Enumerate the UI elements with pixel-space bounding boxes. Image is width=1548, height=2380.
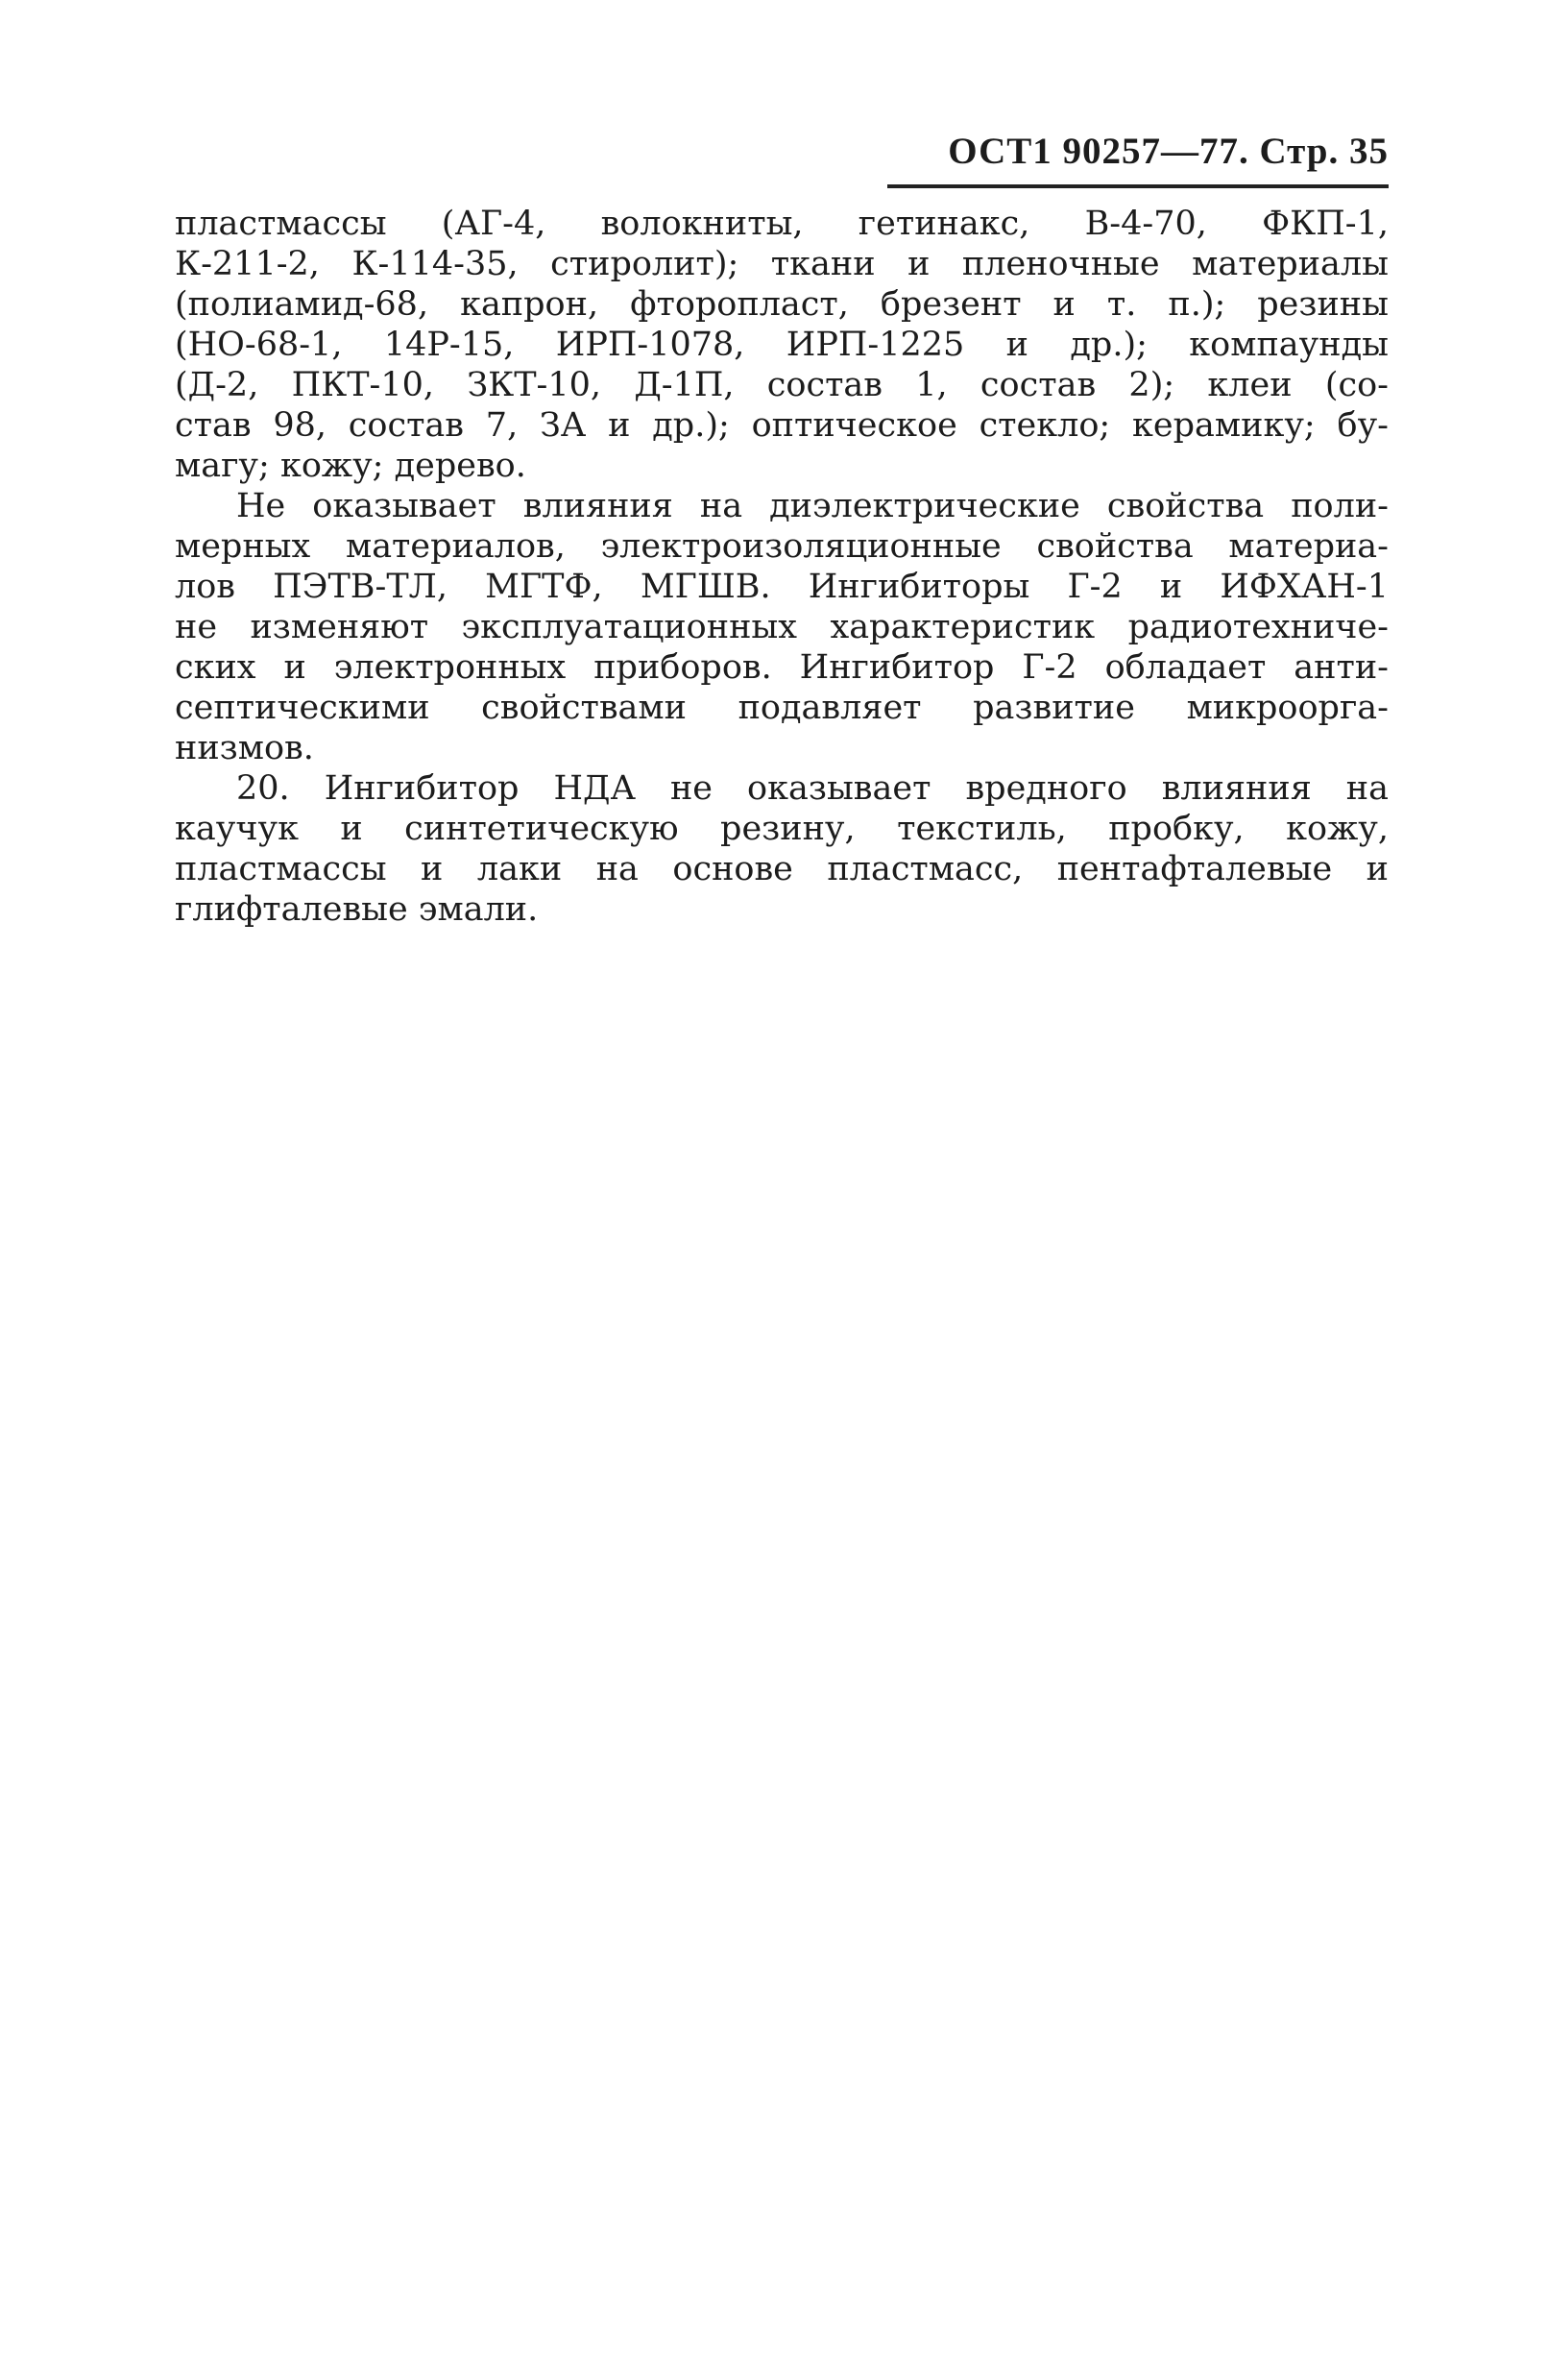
paragraph-dielectric <box>175 486 1389 768</box>
page-header: ОСТ1 90257—77. Стр. 35 <box>948 131 1389 172</box>
document-body <box>175 204 1389 930</box>
text-line: глифталевые эмали. <box>175 890 539 929</box>
text-line: магу; кожу; дерево. <box>175 447 526 485</box>
text-line: пластмассы (АГ-4, волокниты, гетинакс, В-4-70, ФКП-1, <box>175 205 1389 243</box>
paragraph-item-20 <box>175 768 1389 930</box>
text-line: 20. Ингибитор НДА не оказывает вредного влияния на <box>236 769 1389 808</box>
text-line: лов ПЭТВ-ТЛ, МГТФ, МГШВ. Ингибиторы Г-2 и ИФХАН-1 <box>175 568 1389 606</box>
text-line: (НО-68-1, 14Р-15, ИРП-1078, ИРП-1225 и др.); компаунды <box>175 326 1389 364</box>
text-line: (Д-2, ПКТ-10, ЗКТ-10, Д-1П, состав 1, состав 2); клеи (со- <box>175 366 1389 404</box>
text-line: пластмассы и лаки на основе пластмасс, пентафталевые и <box>175 850 1389 888</box>
text-line: ских и электронных приборов. Ингибитор Г-2 обладает анти- <box>175 648 1389 687</box>
text-line: не изменяют эксплуатационных характеристик радиотехниче- <box>175 608 1389 646</box>
paragraph-materials-list <box>175 204 1389 486</box>
header-rule <box>887 184 1389 188</box>
text-line: каучук и синтетическую резину, текстиль, пробку, кожу, <box>175 810 1389 848</box>
text-line: став 98, состав 7, ЗА и др.); оптическое стекло; керамику; бу- <box>175 406 1389 445</box>
text-line: септическими свойствами подавляет развитие микрооргa- <box>175 689 1389 727</box>
text-line: низмов. <box>175 729 314 767</box>
text-line: Не оказывает влияния на диэлектрические свойства поли- <box>236 487 1389 525</box>
text-line: К-211-2, К-114-35, стиролит); ткани и пленочные материалы <box>175 245 1389 283</box>
text-line: (полиамид-68, капрон, фторопласт, брезент и т. п.); резины <box>175 285 1389 324</box>
text-line: мерных материалов, электроизоляционные свойства материа- <box>175 527 1389 566</box>
